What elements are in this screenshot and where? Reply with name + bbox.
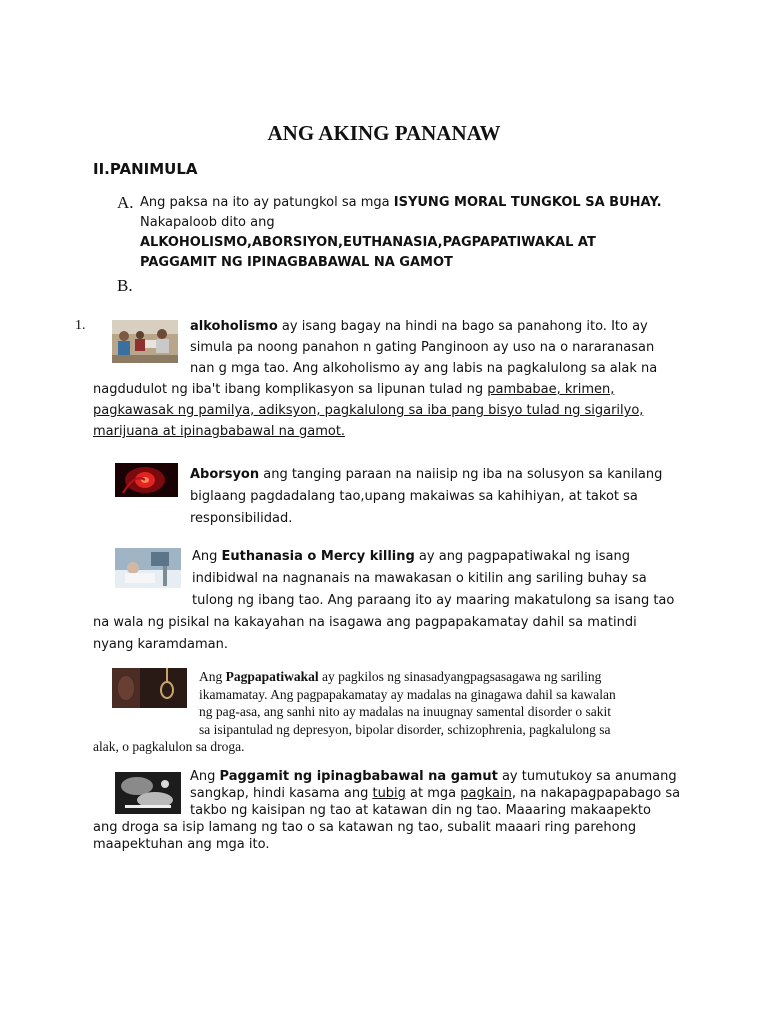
item5-text-bottom <box>93 819 693 853</box>
page-title: ANG AKING PANANAW <box>267 121 501 145</box>
item1-text-top <box>190 316 690 379</box>
item3-line4: na wala ng pisikal na kakayahan na isagawa ang pagpapakamatay dahil sa matindi <box>93 615 637 630</box>
list-item-a <box>140 193 700 273</box>
item4-line4: sa isipantulad ng depresyon, bipolar disorder, schizophrenia, pagkalulong sa <box>199 721 611 737</box>
item4-line1: Ang Pagpapatiwakal ay pagkilos ng sinasadyangpagsasagawa ng sariling <box>199 669 602 684</box>
item5-line3: takbo ng kaisipan ng tao at katawan din ng tao. Maaaring makaapekto <box>190 803 651 818</box>
abortion-red-image <box>115 463 178 497</box>
item4-text-top <box>199 668 679 738</box>
item1-line4: nagdudulot ng iba't ibang komplikasyon sa lipunan tulad ng pambabae, krimen, <box>93 382 615 397</box>
drinking-people-photo <box>112 320 178 363</box>
item2-text <box>190 464 690 530</box>
noose-image <box>112 668 187 708</box>
item5-line2: sangkap, hindi kasama ang tubig at mga pagkain, na nakapagpapabago sa <box>190 786 681 801</box>
item3-line5: nyang karamdaman. <box>93 637 228 652</box>
item3-text-bottom <box>93 612 693 656</box>
item2-line3: responsibilidad. <box>190 511 293 526</box>
item1-line3: nan g mga tao. Ang alkoholismo ay ang labis na pagkalulong sa alak na <box>190 361 658 376</box>
item3-line2: indibidwal na nagnanais na mawakasan o kitilin ang sariling buhay sa <box>192 571 647 586</box>
item1-line1: alkoholismo ay isang bagay na hindi na bago sa panahong ito. Ito ay <box>190 319 648 334</box>
hospital-patient-image <box>115 548 181 588</box>
item5-line1: Ang Paggamit ng ipinagbabawal na gamut ay tumutukoy sa anumang <box>190 769 677 784</box>
item4-line3: ng pag-asa, ang sanhi nito ay madalas na inuugnay samental disorder o sakit <box>199 704 612 719</box>
list-marker-b: B. <box>117 276 133 295</box>
item5-line4: ang droga sa isip lamang ng tao o sa katawan ng tao, subalit maaari ring parehong <box>93 820 637 835</box>
item3-line1: Ang Euthanasia o Mercy killing ay ang pagpapatiwakal ng isang <box>192 549 631 564</box>
item3-line3: tulong ng ibang tao. Ang paraang ito ay maaring makatulong sa isang tao <box>192 593 675 608</box>
item-number: 1. <box>75 318 86 333</box>
list-marker-a: A. <box>117 193 134 212</box>
list-item-a-line3: ALKOHOLISMO,ABORSIYON,EUTHANASIA,PAGPAPATIWAKAL AT <box>140 235 596 250</box>
item1-line2: simula pa noong panahon n gating Panginoon ay uso na o nararanasan <box>190 340 655 355</box>
item4-line5: alak, o pagkalulon sa droga. <box>93 739 245 754</box>
item2-line1: Aborsyon ang tanging paraan na naiisip ng iba na solusyon sa kanilang <box>190 467 663 482</box>
drinking-people-image <box>112 320 178 363</box>
abortion-red-photo <box>115 463 178 497</box>
item1-line6: marijuana at ipinagbabawal na gamot. <box>93 424 346 439</box>
noose-photo <box>112 668 187 708</box>
list-item-a-line1: Ang paksa na ito ay patungkol sa mga ISYUNG MORAL TUNGKOL SA BUHAY. <box>140 195 662 210</box>
drug-use-photo <box>115 772 181 814</box>
item3-text-top <box>192 546 692 612</box>
item4-line2: ikamamatay. Ang pagpapakamatay ay madalas na ginagawa dahil sa kawalan <box>199 686 616 702</box>
list-item-a-line2: Nakapaloob dito ang <box>140 215 275 230</box>
item5-text-top <box>190 768 690 819</box>
item1-line5: pagkawasak ng pamilya, adiksyon, pagkalulong sa iba pang bisyo tulad ng sigarilyo, <box>93 403 644 418</box>
item2-line2: biglaang pagdadalang tao,upang makaiwas sa kahihiyan, at takot sa <box>190 489 638 504</box>
drug-use-image <box>115 772 181 814</box>
section-heading: II.PANIMULA <box>93 160 198 178</box>
list-item-a-line4: PAGGAMIT NG IPINAGBABAWAL NA GAMOT <box>140 255 453 270</box>
item5-line5: maapektuhan ang mga ito. <box>93 837 270 852</box>
item1-text-bottom <box>93 379 693 442</box>
hospital-patient-photo <box>115 548 181 588</box>
